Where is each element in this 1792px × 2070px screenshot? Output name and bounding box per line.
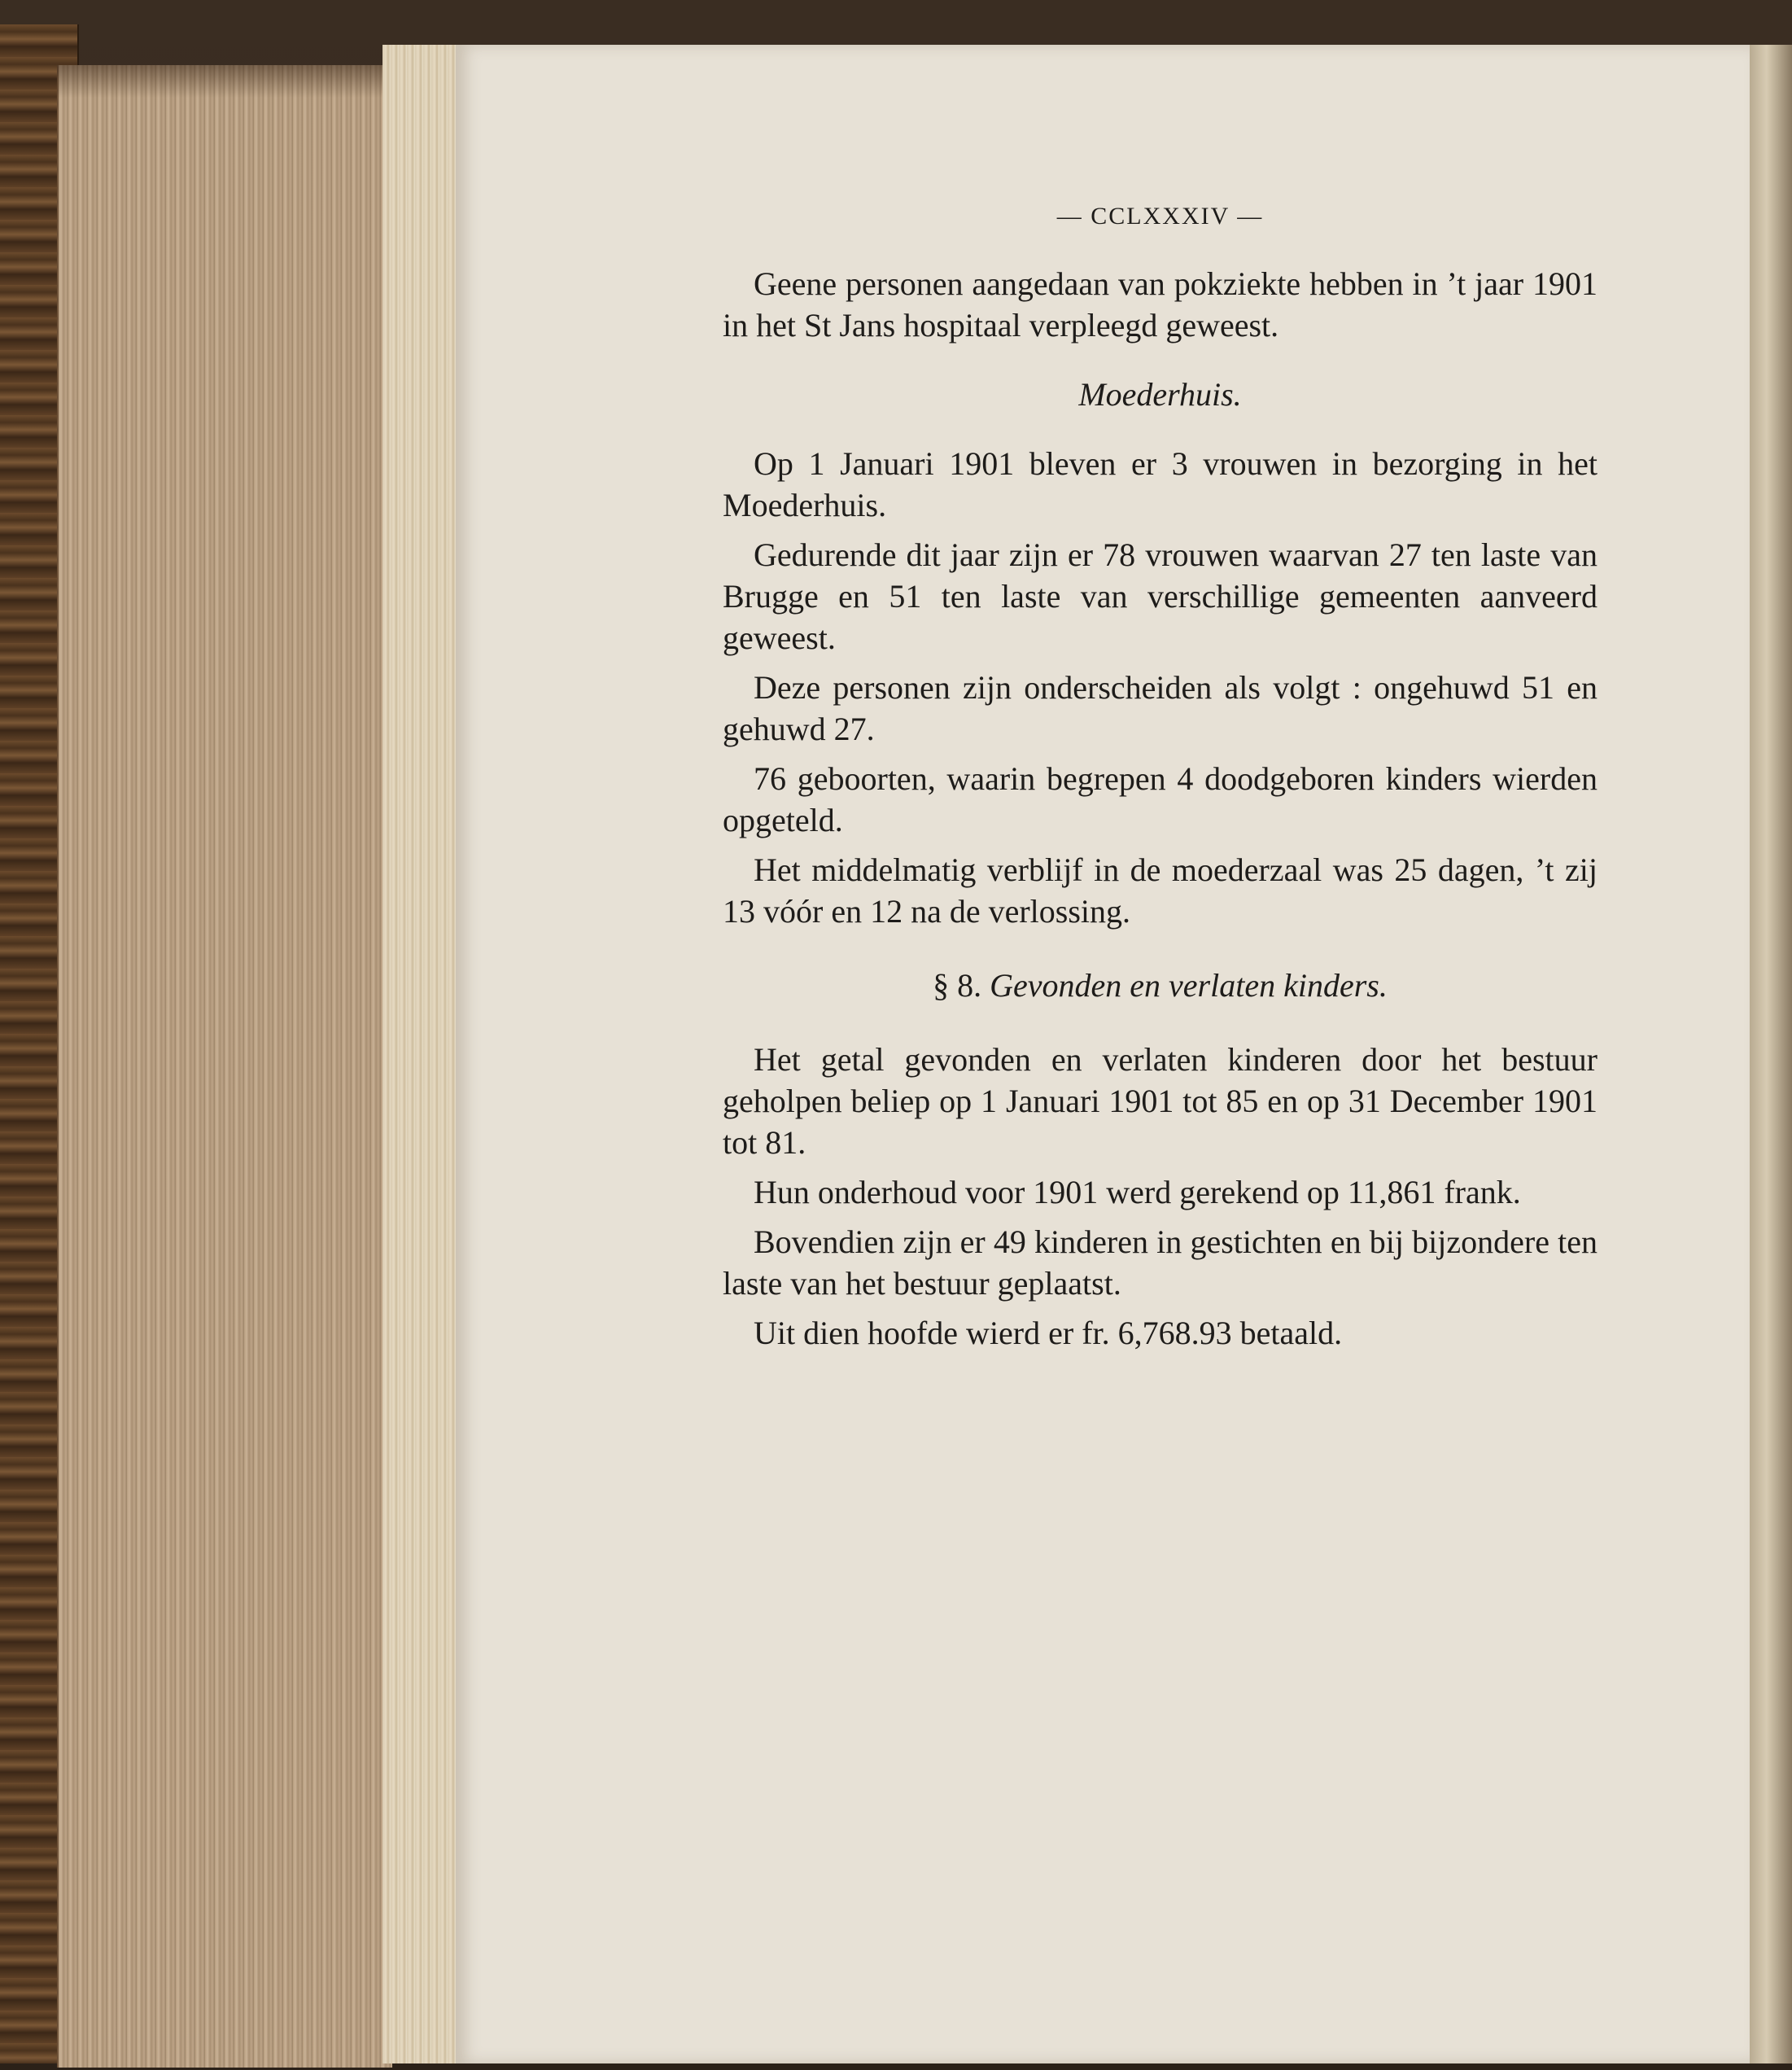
page-edges-stack: [57, 65, 392, 2068]
paragraph: Uit dien hoofde wierd er fr. 6,768.93 betaald.: [754, 1315, 1343, 1351]
paragraph: Het middelmatig verblijf in de moederzaal was 25 dagen, ’t zij 13 vóór en 12 na de verlossing.: [723, 851, 1598, 930]
paragraph: Geene personen aangedaan van pokziekte hebben in ’t jaar 1901 in het St Jans hospitaal verpleegd geweest.: [723, 265, 1598, 344]
paragraph: Hun onderhoud voor 1901 werd gerekend op 11,861 frank.: [754, 1174, 1521, 1210]
next-page-edge: [1750, 45, 1792, 2063]
section-title: Gevonden en verlaten kinders.: [990, 967, 1388, 1004]
paragraph: Het getal gevonden en verlaten kinderen door het bestuur geholpen beliep op 1 Januari 1901 tot 85 en op 31 December 1901 tot 81.: [723, 1041, 1598, 1161]
page-text: [723, 195, 1598, 1354]
page-edges-shadow: [57, 65, 391, 98]
paragraph: 76 geboorten, waarin begrepen 4 doodgeboren kinders wierden opgeteld.: [723, 760, 1598, 838]
section-heading-moederhuis: Moederhuis.: [1078, 376, 1242, 413]
paragraph: Op 1 Januari 1901 bleven er 3 vrouwen in bezorging in het Moederhuis.: [723, 445, 1598, 523]
paragraph: Bovendien zijn er 49 kinderen in gestichten en bij bijzondere ten laste van het bestuur geplaatst.: [723, 1223, 1598, 1302]
running-head: — CCLXXXIV —: [1056, 203, 1264, 230]
paragraph: Deze personen zijn onderscheiden als volgt : ongehuwd 51 en gehuwd 27.: [723, 669, 1598, 747]
section-heading-8: [723, 965, 1598, 1006]
paragraph: Gedurende dit jaar zijn er 78 vrouwen waarvan 27 ten laste van Brugge en 51 ten laste van verschillige gemeenten aanveerd geweest.: [723, 536, 1598, 656]
section-number: § 8.: [933, 967, 982, 1004]
